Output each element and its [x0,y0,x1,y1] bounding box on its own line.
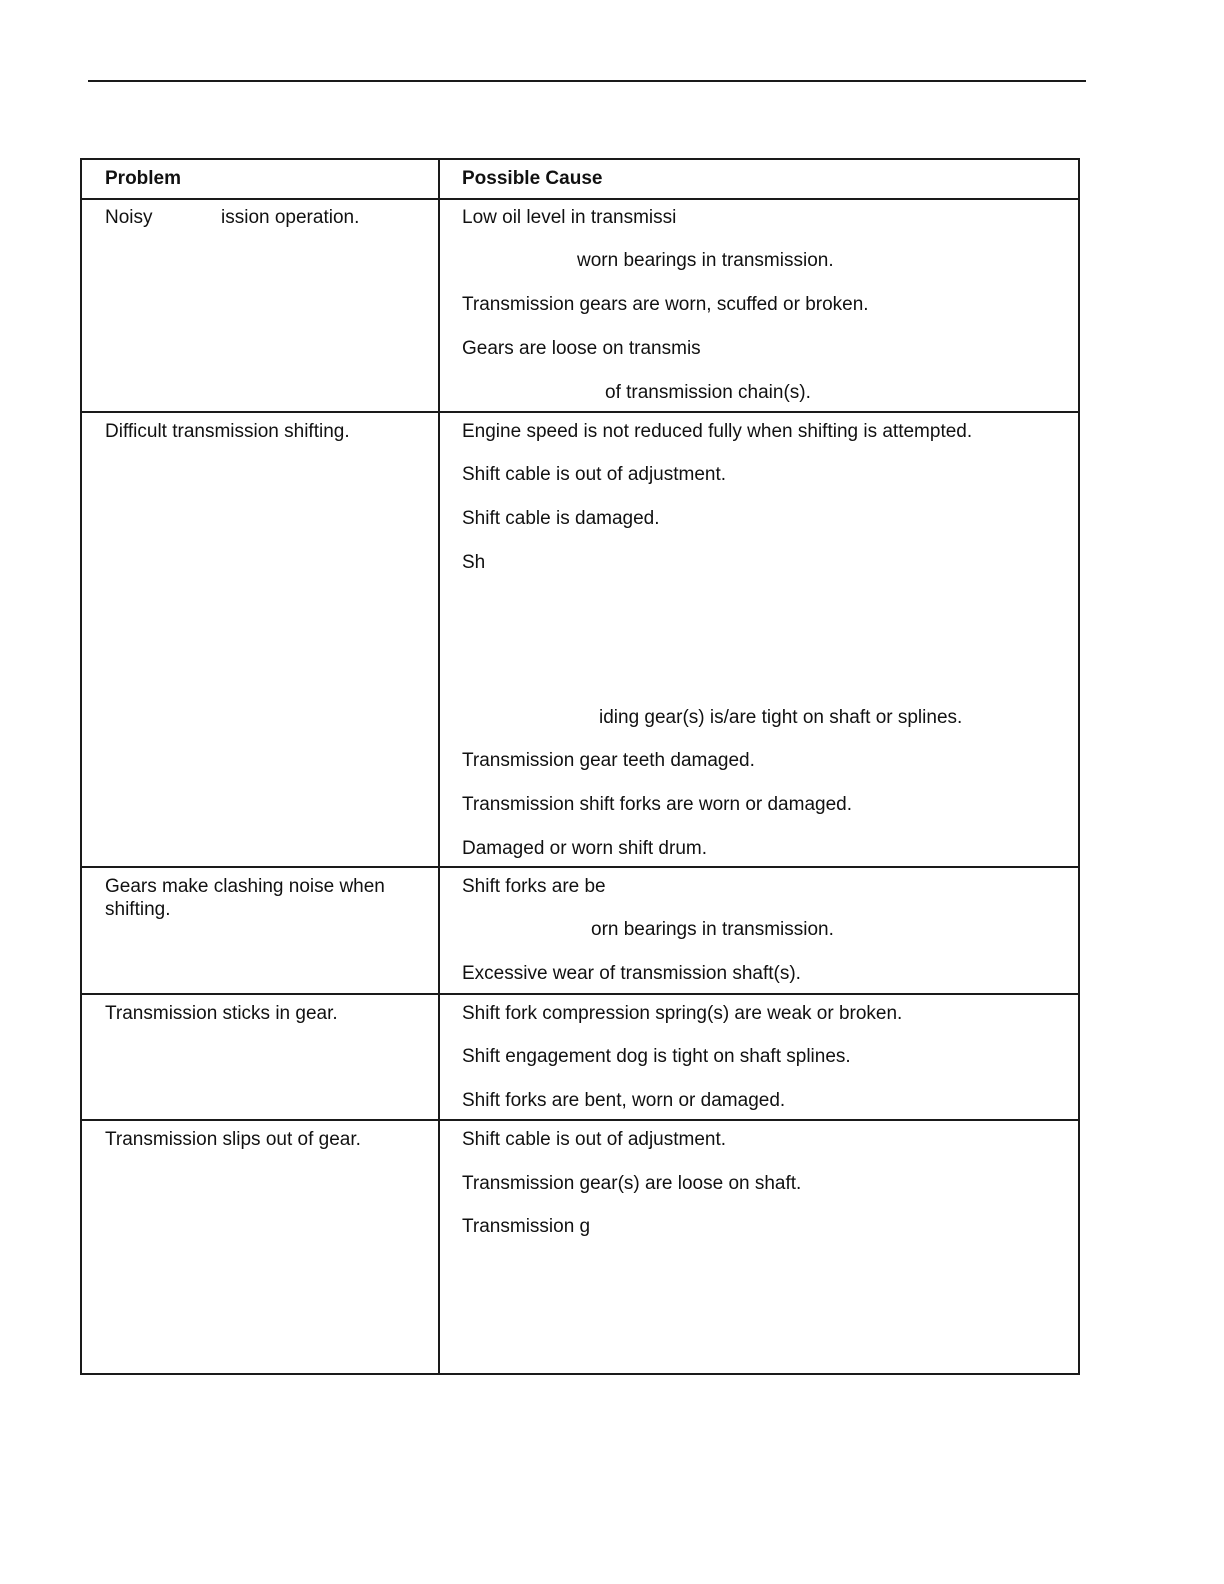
cause-item: Shift cable is damaged. [462,508,660,529]
problem-cell: Transmission sticks in gear. [105,1003,338,1024]
problem-column-header: Problem [105,168,182,189]
cause-item: Shift engagement dog is tight on shaft splines. [462,1046,851,1067]
cause-item: Shift fork compression spring(s) are weak or broken. [462,1003,903,1024]
cause-item: Transmission g [462,1216,591,1237]
troubleshooting-table [80,158,1080,1375]
cause-item: Transmission shift forks are worn or damaged. [462,794,853,815]
cause-item: Engine speed is not reduced fully when shifting is attempted. [462,421,973,442]
row-divider [82,866,1078,868]
row-divider [82,993,1078,995]
cause-item: of transmission chain(s). [605,382,811,403]
cause-item: Shift forks are bent, worn or damaged. [462,1090,786,1111]
header-rule [88,80,1086,82]
cause-item: Shift cable is out of adjustment. [462,1129,727,1150]
cause-item: Transmission gear teeth damaged. [462,750,755,771]
problem-cell: Transmission slips out of gear. [105,1129,361,1150]
cause-item: Shift forks are be [462,876,606,897]
row-divider [82,1119,1078,1121]
column-divider [438,160,440,1373]
header-divider [82,198,1078,200]
cause-item: Low oil level in transmissi [462,207,677,228]
cause-item: worn bearings in transmission. [577,250,834,271]
cause-item: Transmission gear(s) are loose on shaft. [462,1173,802,1194]
cause-item: Damaged or worn shift drum. [462,838,707,859]
cause-item: Excessive wear of transmission shaft(s). [462,963,801,984]
row-divider [82,411,1078,413]
cause-item: Gears are loose on transmis [462,338,701,359]
cause-item: Shift cable is out of adjustment. [462,464,727,485]
cause-item: orn bearings in transmission. [591,919,834,940]
cause-item: Transmission gears are worn, scuffed or broken. [462,294,869,315]
cause-item: Sh [462,552,486,573]
problem-cell: ission operation. [221,207,360,228]
problem-cell: Difficult transmission shifting. [105,421,350,442]
problem-cell: Noisy [105,207,153,228]
problem-cell: Gears make clashing noise when shifting. [105,876,385,920]
cause-column-header: Possible Cause [462,168,603,189]
cause-item: iding gear(s) is/are tight on shaft or splines. [599,707,963,728]
